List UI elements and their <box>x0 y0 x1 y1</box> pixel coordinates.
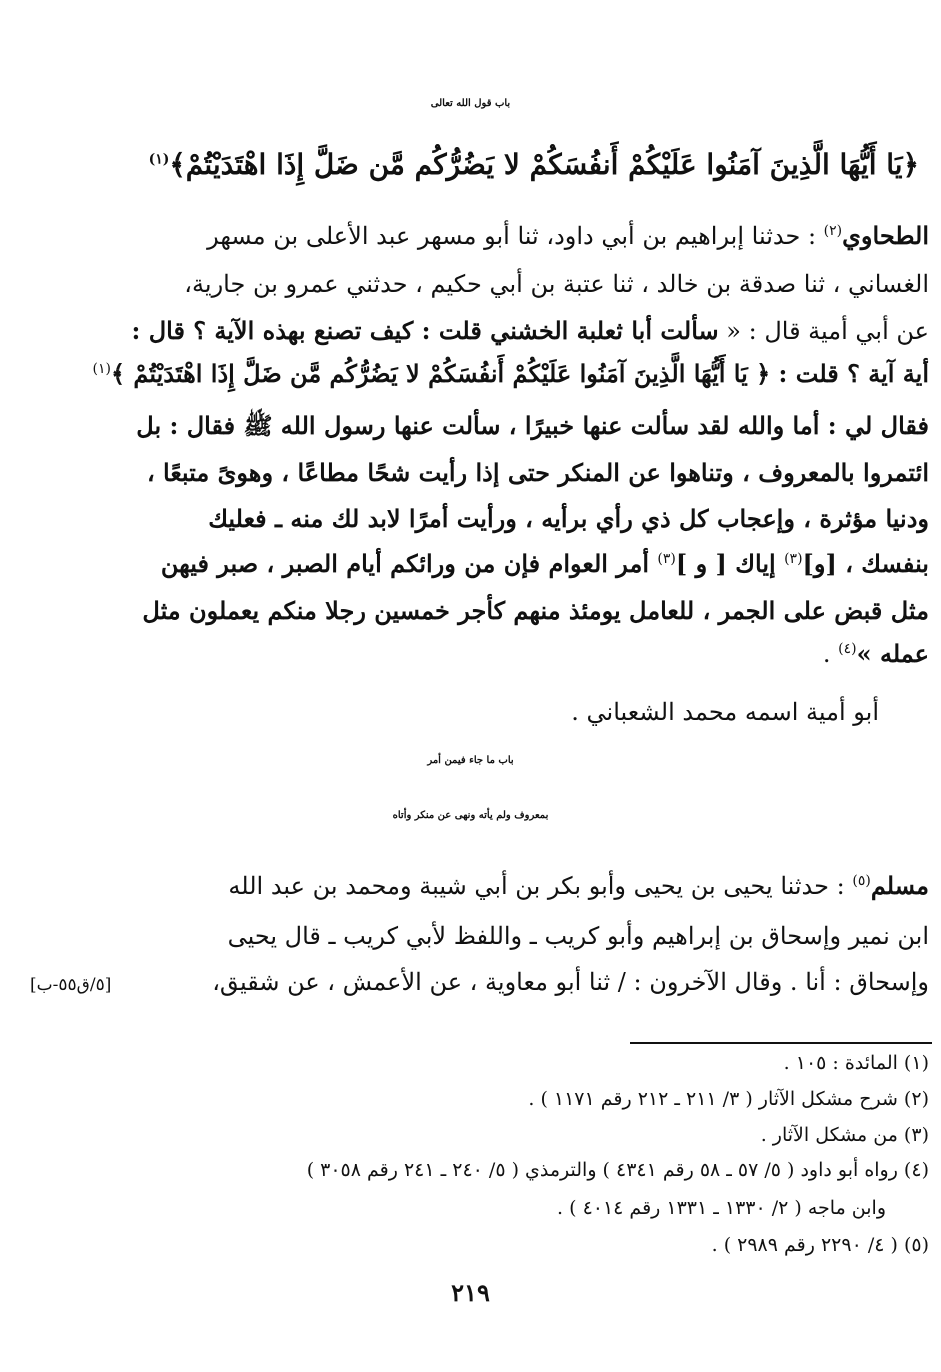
section-title: باب ما جاء فيمن أمر <box>427 755 514 766</box>
footnote: (٤) رواه أبو داود ( ٥/ ٥٧ ـ ٥٨ رقم ٤٣٤١ ) والترمذي ( ٥/ ٢٤٠ ـ ٢٤١ رقم ٣٠٥٨ ) <box>306 1159 929 1181</box>
source-name: مسلم <box>870 871 929 900</box>
footnote-ref: (٣) <box>784 551 803 567</box>
section-title: باب قول الله تعالى <box>430 98 511 109</box>
hadith-text: بنفسك ، [و] <box>802 549 929 578</box>
source-name: الطحاوي <box>842 221 929 250</box>
footnote-ref: (١) <box>148 151 170 168</box>
footnote: (٥) ( ٤/ ٢٢٩٠ رقم ٢٩٨٩ ) . <box>711 1234 929 1256</box>
text-line <box>147 459 929 488</box>
hadith-text: ودنيا مؤثرة ، وإعجاب كل ذي رأي برأيه ، ورأيت أمرًا لابد لك منه ـ فعليك <box>208 504 929 533</box>
text-line <box>161 550 929 579</box>
hadith-text: عمله » <box>856 639 929 668</box>
text-line <box>228 872 929 901</box>
text-line <box>92 360 929 389</box>
text-line <box>131 317 929 346</box>
text-line <box>142 597 929 626</box>
page-number: ٢١٩ <box>451 1278 490 1307</box>
text-line <box>136 412 929 441</box>
hadith-text: فقال لي : أما والله لقد سألت عنها خبيرًا ، سألت عنها رسول الله ﷺ فقال : بل <box>136 411 929 440</box>
text-line <box>208 505 929 534</box>
line-text: ابن نمير وإسحاق بن إبراهيم وأبو كريب ـ واللفظ لأبي كريب ـ قال يحيى <box>227 922 929 950</box>
footnote: (١) المائدة : ١٠٥ . <box>783 1052 929 1074</box>
text-line <box>823 640 929 669</box>
footnote-ref: (٢) <box>823 223 843 239</box>
line-text: أبو أمية اسمه محمد الشعباني . <box>571 698 879 726</box>
line-text: : حدثنا إبراهيم بن أبي داود، ثنا أبو مسهر عبد الأعلى بن مسهر <box>207 222 824 250</box>
line-text: : حدثنا يحيى بن يحيى وأبو بكر بن أبي شيبة ومحمد بن عبد الله <box>228 872 853 900</box>
footnote-continuation: وابن ماجه ( ٢/ ١٣٣٠ ـ ١٣٣١ رقم ٤٠١٤ ) . <box>557 1197 886 1219</box>
line-text: وإسحاق : أنا . وقال الآخرون : / ثنا أبو معاوية ، عن الأعمش ، عن شقيق، <box>212 968 929 996</box>
line-text: الغساني ، ثنا صدقة بن خالد ، ثنا عتبة بن أبي حكيم ، حدثني عمرو بن جارية، <box>184 270 929 298</box>
manuscript-folio-note: [٥/ق٥٥-ب] <box>30 975 112 995</box>
text-line <box>184 270 929 299</box>
verse-text: ﴿يَا أَيُّهَا الَّذِينَ آمَنُوا عَلَيْكُمْ أَنفُسَكُمْ لا يَضُرُّكُم مَّن ضَلَّ إِذَا اهْتَدَيْتُمْ﴾ <box>169 148 919 181</box>
footnote-ref: (١) <box>92 361 111 377</box>
hadith-text: سألت أبا ثعلبة الخشني قلت : كيف تصنع بهذه الآية ؟ قال : <box>131 316 719 345</box>
text-line <box>212 968 929 997</box>
footnote-separator <box>630 1042 932 1044</box>
line-text: . <box>822 640 839 668</box>
hadith-text: أية آية ؟ قلت : ﴿ يَا أَيُّهَا الَّذِينَ آمَنُوا عَلَيْكُمْ أَنفُسَكُمْ لا يَضُرُّكُم مَّن ضَلَّ إِذَا اهْتَدَيْتُمْ ﴾ <box>110 359 929 388</box>
section-title: بمعروف ولم يأته ونهى عن منكر وأتاه <box>392 810 549 821</box>
hadith-text: ائتمروا بالمعروف ، وتناهوا عن المنكر حتى إذا رأيت شحًا مطاعًا ، وهوىً متبعًا ، <box>146 458 929 487</box>
hadith-text: مثل قبض على الجمر ، للعامل يومئذ منهم كأجر خمسين رجلا منكم يعملون مثل <box>142 596 929 625</box>
footnote-ref: (٤) <box>838 641 857 657</box>
narrator-note <box>571 698 879 727</box>
footnote: (٣) من مشكل الآثار . <box>760 1124 929 1146</box>
footnote: (٢) شرح مشكل الآثار ( ٣/ ٢١١ ـ ٢١٢ رقم ١١٧١ ) . <box>528 1088 929 1110</box>
hadith-text: أمر العوام فإن من ورائكم أيام الصبر ، صبر فيهن <box>160 549 658 578</box>
hadith-text: إياك [ و ] <box>675 549 785 578</box>
footnote-ref: (٣) <box>657 551 676 567</box>
line-text: عن أبي أمية قال : « <box>718 317 929 345</box>
quran-verse-heading <box>149 148 919 182</box>
footnote-ref: (٥) <box>852 873 871 889</box>
text-line <box>228 922 929 951</box>
text-line <box>207 222 929 251</box>
